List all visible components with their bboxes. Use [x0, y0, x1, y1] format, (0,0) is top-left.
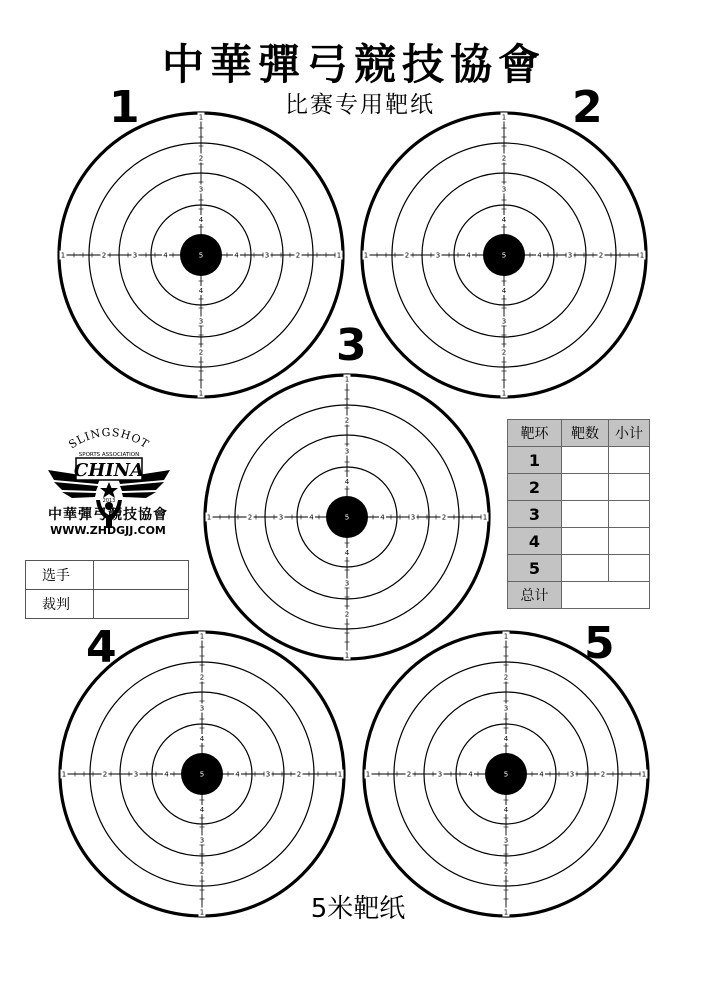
target-3 — [198, 371, 493, 663]
ring-label: 1 — [639, 251, 645, 260]
score-total-cell[interactable] — [562, 582, 650, 609]
ring-label: 4 — [501, 216, 507, 224]
target-5 — [360, 628, 652, 920]
ring-label: 4 — [344, 478, 350, 486]
logo-arc-text: SLINGSHOT — [66, 425, 152, 452]
table-row — [508, 447, 650, 474]
ring-label: 3 — [265, 770, 271, 779]
ring-label: 4 — [503, 806, 509, 814]
ring-label: 2 — [102, 770, 108, 779]
score-count-cell[interactable] — [562, 528, 609, 555]
target-number-5: 5 — [584, 618, 615, 669]
ring-label: 2 — [198, 348, 204, 357]
ring-label: 1 — [336, 251, 342, 260]
table-row — [508, 501, 650, 528]
ring-label: 2 — [295, 251, 301, 260]
judge-label: 裁判 — [26, 590, 94, 619]
ring-label: 4 — [539, 770, 544, 779]
ring-label: 2 — [441, 513, 447, 522]
score-count-cell[interactable] — [562, 474, 609, 501]
ring-label: 1 — [363, 251, 369, 260]
score-subtotal-cell[interactable] — [609, 501, 650, 528]
target-1 — [55, 109, 350, 401]
score-ring-3: 3 — [508, 501, 562, 528]
ring-label: 3 — [133, 770, 139, 779]
target-number-1: 1 — [109, 82, 140, 133]
ring-label: 2 — [296, 770, 302, 779]
ring-label: 1 — [365, 770, 371, 779]
score-table — [507, 419, 650, 609]
ring-label: 2 — [503, 673, 509, 682]
ring-label: 4 — [503, 735, 509, 743]
ring-label: 3 — [435, 251, 441, 260]
ring-label: 2 — [199, 867, 205, 876]
ring-label: 1 — [337, 770, 343, 779]
player-field[interactable] — [94, 561, 189, 590]
ring-label: 5 — [199, 770, 205, 779]
ring-label: 4 — [198, 216, 204, 224]
ring-label: 1 — [206, 513, 212, 522]
score-header-ring: 靶环 — [508, 420, 562, 447]
star-icon — [100, 482, 118, 498]
table-row — [508, 582, 650, 609]
score-subtotal-cell[interactable] — [609, 528, 650, 555]
ring-label: 3 — [264, 251, 270, 260]
ring-label: 3 — [199, 704, 205, 713]
ring-label: 4 — [344, 549, 350, 557]
ring-label: 2 — [247, 513, 253, 522]
ring-label: 4 — [468, 770, 473, 779]
ring-label: 3 — [569, 770, 575, 779]
ring-label: 1 — [503, 908, 509, 917]
ring-label: 2 — [344, 416, 350, 425]
ring-label: 2 — [199, 673, 205, 682]
ring-label: 3 — [132, 251, 138, 260]
ring-label: 3 — [501, 185, 507, 194]
score-count-cell[interactable] — [562, 555, 609, 582]
ring-label: 4 — [380, 513, 385, 522]
judge-field[interactable] — [94, 590, 189, 619]
footer-distance-label: 5米靶纸 — [310, 894, 406, 924]
score-header-subtotal: 小计 — [609, 420, 650, 447]
target-number-2: 2 — [572, 82, 603, 133]
ring-label: 1 — [482, 513, 488, 522]
table-row — [508, 474, 650, 501]
ring-label: 2 — [598, 251, 604, 260]
ring-label: 2 — [501, 154, 507, 163]
score-ring-1: 1 — [508, 447, 562, 474]
score-ring-2: 2 — [508, 474, 562, 501]
score-count-cell[interactable] — [562, 501, 609, 528]
ring-label: 1 — [199, 908, 205, 917]
target-number-4: 4 — [86, 622, 117, 673]
ring-label: 3 — [198, 317, 204, 326]
ring-label: 2 — [406, 770, 412, 779]
ring-label: 3 — [503, 704, 509, 713]
ring-label: 2 — [198, 154, 204, 163]
ring-label: 2 — [404, 251, 410, 260]
score-total-label: 总计 — [508, 582, 562, 609]
ring-label: 1 — [641, 770, 647, 779]
ring-label: 2 — [600, 770, 606, 779]
ring-label: 2 — [101, 251, 107, 260]
score-ring-5: 5 — [508, 555, 562, 582]
table-row — [508, 528, 650, 555]
score-subtotal-cell[interactable] — [609, 555, 650, 582]
ring-label: 3 — [437, 770, 443, 779]
ring-label: 2 — [501, 348, 507, 357]
logo-org-name: 中華彈弓競技協會 — [48, 507, 168, 523]
ring-label: 2 — [344, 610, 350, 619]
logo-small-text: SPORTS ASSOCIATION — [78, 452, 140, 458]
ring-label: 4 — [198, 287, 204, 295]
target-4 — [56, 622, 348, 920]
ring-label: 4 — [199, 806, 205, 814]
logo-year: 2013 — [102, 498, 116, 504]
ring-label: 3 — [410, 513, 416, 522]
ring-label: 2 — [503, 867, 509, 876]
ring-label: 1 — [198, 113, 204, 122]
ring-label: 4 — [163, 251, 168, 260]
ring-label: 1 — [344, 651, 350, 660]
ring-label: 5 — [501, 251, 507, 260]
ring-label: 3 — [344, 579, 350, 588]
ring-label: 1 — [61, 770, 67, 779]
ring-label: 3 — [503, 836, 509, 845]
ring-label: 3 — [278, 513, 284, 522]
score-subtotal-cell[interactable] — [609, 447, 650, 474]
ring-label: 1 — [501, 113, 507, 122]
page-title: 中華彈弓競技協會 — [161, 40, 546, 89]
ring-label: 3 — [344, 447, 350, 456]
player-judge-table — [25, 560, 189, 619]
ring-label: 1 — [503, 632, 509, 641]
ring-label: 5 — [503, 770, 509, 779]
ring-label: 1 — [344, 375, 350, 384]
ring-label: 3 — [567, 251, 573, 260]
ring-label: 4 — [234, 251, 239, 260]
ring-label: 4 — [501, 287, 507, 295]
ring-label: 4 — [537, 251, 542, 260]
ring-label: 4 — [309, 513, 314, 522]
ring-label: 1 — [60, 251, 66, 260]
ring-label: 5 — [198, 251, 204, 260]
page-subtitle: 比赛专用靶纸 — [285, 92, 435, 118]
target-2 — [358, 109, 650, 401]
score-count-cell[interactable] — [562, 447, 609, 474]
ring-label: 3 — [198, 185, 204, 194]
score-ring-4: 4 — [508, 528, 562, 555]
ring-label: 4 — [164, 770, 169, 779]
ring-label: 4 — [235, 770, 240, 779]
ring-label: 5 — [344, 513, 350, 522]
ring-label: 3 — [199, 836, 205, 845]
ring-label: 1 — [199, 632, 205, 641]
score-header-count: 靶数 — [562, 420, 609, 447]
ring-label: 1 — [198, 389, 204, 398]
svg-text:SLINGSHOT — [66, 426, 151, 451]
score-subtotal-cell[interactable] — [609, 474, 650, 501]
ring-label: 4 — [466, 251, 471, 260]
player-label: 选手 — [26, 561, 94, 590]
table-row — [508, 555, 650, 582]
ring-label: 1 — [501, 389, 507, 398]
logo-banner-text: CHINA — [73, 460, 145, 481]
target-number-3: 3 — [336, 320, 367, 371]
logo-url: WWW.ZHDGJJ.COM — [50, 524, 166, 537]
ring-label: 3 — [501, 317, 507, 326]
ring-label: 4 — [199, 735, 205, 743]
